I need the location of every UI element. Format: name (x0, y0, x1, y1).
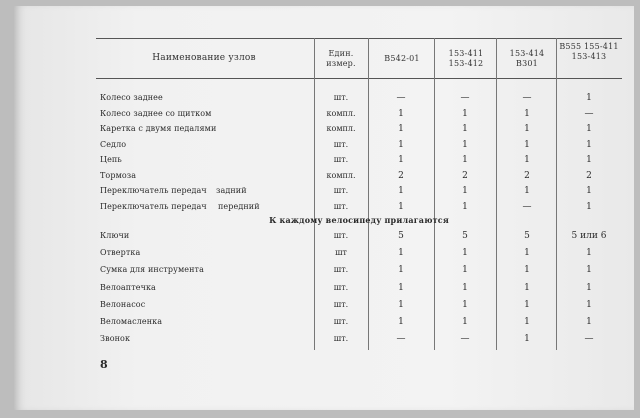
row-unit: компл. (326, 170, 356, 180)
row-value: 1 (524, 139, 530, 150)
row-value: 1 (462, 155, 468, 165)
row-value: 1 (398, 282, 404, 293)
row-value: 1 (586, 155, 592, 165)
row-value: 2 (398, 170, 404, 181)
row-value: 1 (586, 265, 592, 276)
header-model-1: В542-01 (384, 54, 420, 63)
row-value: 1 (586, 124, 592, 134)
row-unit: шт. (333, 201, 349, 211)
row-value: 1 (524, 248, 530, 259)
row-value: 5 (524, 231, 530, 241)
row-value: 1 (398, 299, 404, 310)
row-value: — (584, 334, 594, 345)
table-row (14, 140, 634, 154)
row-value: 1 (398, 186, 404, 196)
row-value: 1 (462, 299, 468, 310)
row-unit: шт. (333, 299, 349, 309)
row-value: 1 (524, 299, 530, 310)
row-name: Сумка для инструмента (100, 265, 204, 275)
table-header-rule (96, 78, 622, 79)
row-name-detail: задний (216, 186, 247, 195)
row-unit: компл. (326, 108, 356, 118)
page-number: 8 (100, 358, 108, 371)
row-name: Колесо заднее со щитком (100, 108, 212, 118)
row-value: 1 (586, 93, 592, 103)
row-name: Переключатель передач (100, 186, 207, 195)
section-title: К каждому велосипеду прилагаются (269, 215, 449, 225)
row-unit: шт. (333, 139, 349, 149)
row-name: Ключи (100, 231, 130, 240)
row-value: 1 (524, 124, 530, 134)
row-value: 1 (398, 248, 404, 259)
row-unit: шт. (333, 93, 349, 102)
row-value: 1 (462, 265, 468, 276)
row-unit: шт. (333, 186, 349, 195)
row-value: 1 (524, 265, 530, 276)
row-value: 5 (398, 231, 404, 241)
table-row (14, 265, 634, 279)
row-value: — (460, 93, 470, 103)
row-value: 2 (462, 170, 468, 181)
table-row (14, 231, 634, 245)
row-value: 1 (586, 282, 592, 293)
row-value: 1 (398, 108, 404, 119)
table-row (14, 93, 634, 107)
row-name: Отвертка (100, 248, 141, 258)
header-model-4: В555 155-411 153-413 (559, 42, 619, 61)
row-name: Звонок (100, 334, 131, 344)
row-value: 1 (586, 248, 592, 259)
row-value: — (522, 93, 532, 103)
row-name: Переключатель передач (100, 201, 207, 211)
row-value: — (522, 201, 532, 212)
row-value: 1 (462, 201, 468, 212)
row-value: 1 (524, 282, 530, 293)
table-row (14, 283, 634, 297)
row-value: 1 (462, 248, 468, 259)
row-value: 1 (524, 317, 530, 327)
row-name: Каретка с двумя педалями (100, 124, 217, 133)
row-value: 1 (586, 317, 592, 327)
row-name: Колесо заднее (100, 93, 163, 102)
table-row (14, 300, 634, 314)
row-value: 1 (462, 108, 468, 119)
row-value: 1 (462, 186, 468, 196)
row-value: — (396, 334, 406, 345)
header-unit: Един. измер. (326, 49, 356, 68)
row-value: 1 (524, 334, 530, 345)
row-value: 2 (586, 170, 592, 181)
table-row (14, 186, 634, 200)
table-row (14, 248, 634, 262)
row-value: — (460, 334, 470, 345)
row-unit: шт. (333, 155, 349, 164)
row-name: Тормоза (100, 170, 137, 180)
row-value: 1 (398, 265, 404, 276)
row-value: 1 (586, 139, 592, 150)
row-value: 2 (524, 170, 530, 181)
row-unit: компл. (326, 124, 356, 133)
row-unit: шт. (333, 231, 349, 240)
row-unit: шт. (333, 265, 349, 275)
header-model-2: 153-411 153-412 (448, 49, 484, 68)
row-value: 1 (462, 139, 468, 150)
row-name: Седло (100, 139, 127, 149)
row-name-detail: передний (218, 201, 260, 211)
table-row (14, 317, 634, 331)
table-row (14, 109, 634, 123)
row-unit: шт. (333, 334, 349, 344)
row-value: — (396, 93, 406, 103)
row-value: 1 (398, 201, 404, 212)
table-row (14, 124, 634, 138)
row-value: 1 (398, 317, 404, 327)
table-row (14, 171, 634, 185)
row-name: Велоаптечка (100, 282, 156, 292)
row-name: Цепь (100, 155, 122, 164)
row-value: 1 (524, 108, 530, 119)
document-page (14, 6, 634, 410)
row-value: 1 (462, 282, 468, 293)
row-value: 1 (586, 186, 592, 196)
row-value: 1 (398, 155, 404, 165)
row-value: 1 (586, 299, 592, 310)
row-value: 1 (462, 317, 468, 327)
row-value: 1 (462, 124, 468, 134)
row-value: 1 (398, 124, 404, 134)
row-value: — (584, 108, 594, 119)
header-name: Наименование узлов (152, 53, 256, 63)
row-unit: шт. (333, 282, 349, 292)
row-value: 1 (398, 139, 404, 150)
row-name: Велонасос (100, 299, 146, 309)
row-unit: шт. (333, 317, 349, 326)
row-value: 1 (524, 186, 530, 196)
table-row (14, 202, 634, 216)
table-top-rule (96, 38, 622, 39)
row-value: 5 (462, 231, 468, 241)
table-row (14, 155, 634, 169)
header-model-3: 153-414 В301 (509, 49, 545, 68)
row-value: 5 или 6 (571, 231, 607, 241)
row-name: Веломасленка (100, 317, 163, 326)
row-unit: шт (335, 248, 347, 258)
table-row (14, 334, 634, 348)
row-value: 1 (524, 155, 530, 165)
row-value: 1 (586, 201, 592, 212)
